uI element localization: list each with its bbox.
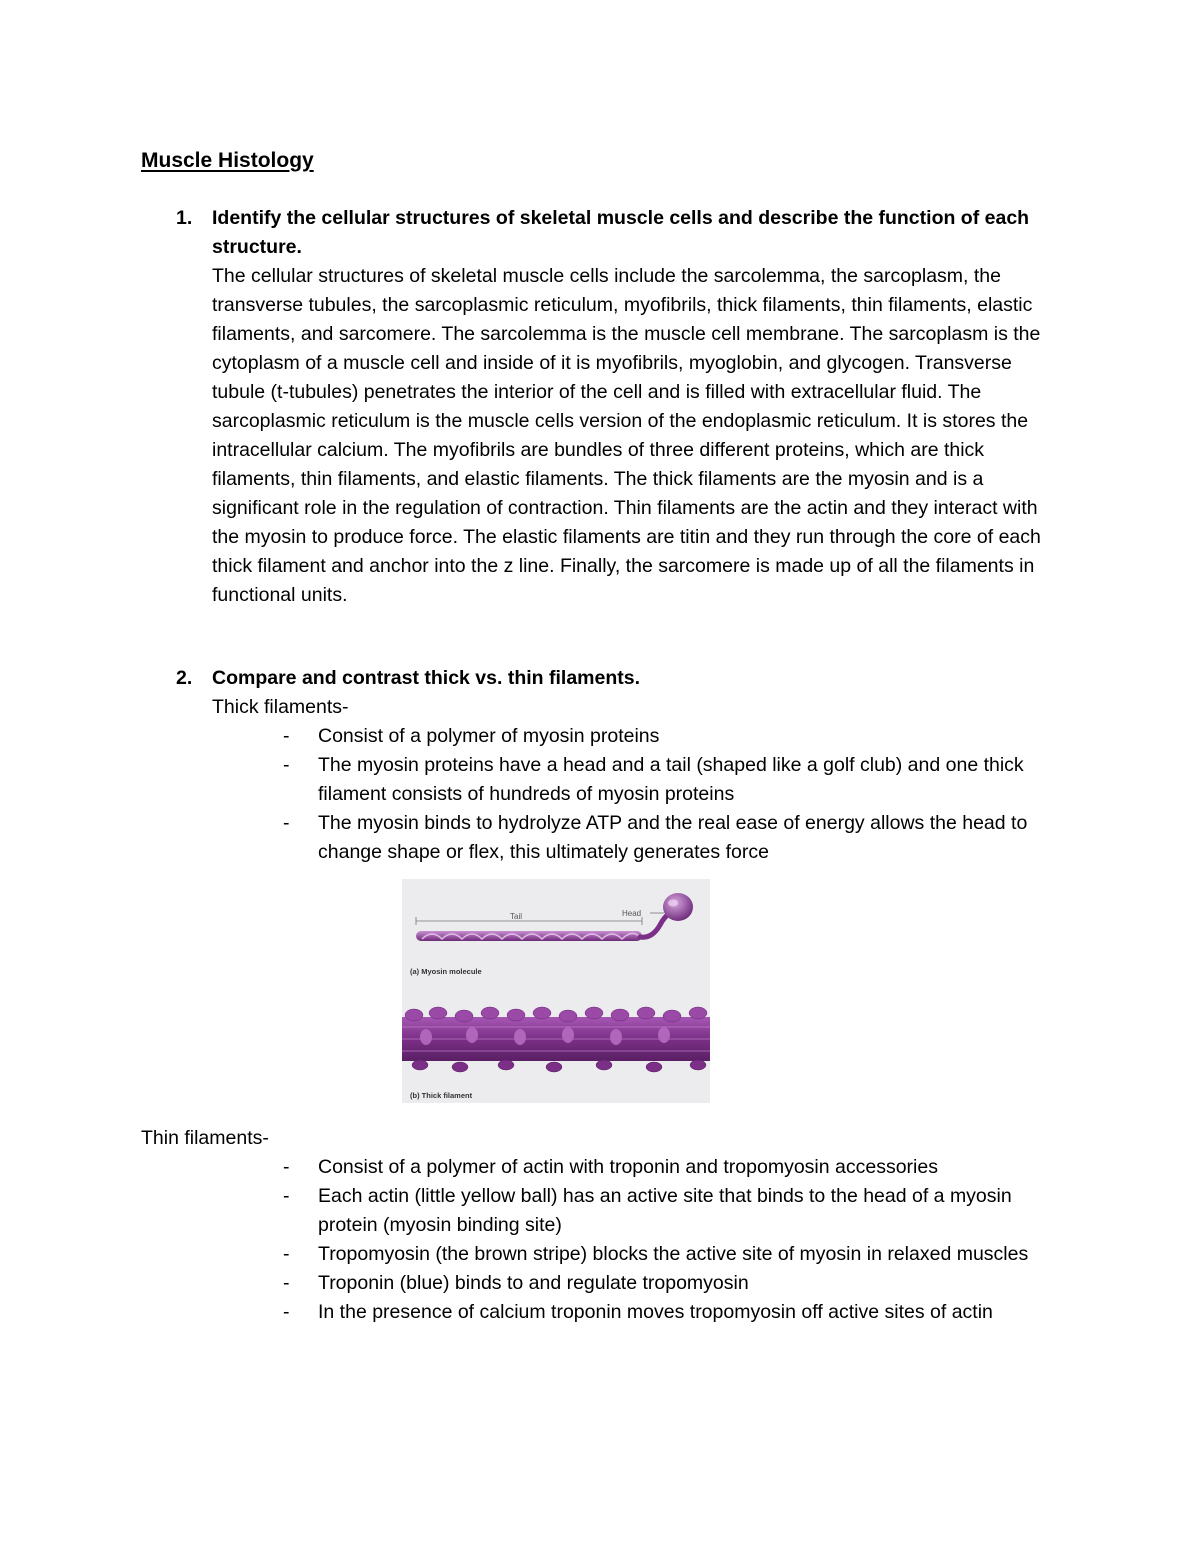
list-item bbox=[141, 1182, 1061, 1240]
bullet-dash: - bbox=[283, 1272, 290, 1294]
bullet-dash: - bbox=[283, 812, 290, 834]
thin-filaments-list-block bbox=[141, 1153, 1061, 1327]
caption-a: (a) Myosin molecule bbox=[410, 967, 482, 976]
page-title: Muscle Histology bbox=[141, 149, 314, 172]
question-text: Compare and contrast thick vs. thin filaments. bbox=[212, 667, 641, 689]
bullet-dash: - bbox=[283, 1185, 290, 1207]
bullet-dash: - bbox=[283, 1301, 290, 1323]
myosin-illustration bbox=[402, 879, 710, 1103]
myosin-head bbox=[663, 893, 693, 921]
thin-filaments-label: Thin filaments- bbox=[141, 1127, 269, 1149]
bullet-dash: - bbox=[283, 1243, 290, 1265]
tail-label: Tail bbox=[510, 912, 523, 921]
list-item-text: Each actin (little yellow ball) has an active site that binds to the head of a myosin protein (myosin binding site) bbox=[318, 1185, 1012, 1236]
question-1-block bbox=[141, 204, 1061, 610]
caption-b: (b) Thick filament bbox=[410, 1091, 473, 1100]
list-item bbox=[141, 1298, 1061, 1327]
thin-filaments-list bbox=[141, 1153, 1061, 1327]
bullet-dash: - bbox=[283, 754, 290, 776]
bullet-dash: - bbox=[283, 725, 290, 747]
list-item-text: Tropomyosin (the brown stripe) blocks the active site of myosin in relaxed muscles bbox=[318, 1243, 1029, 1265]
list-item bbox=[141, 1153, 1061, 1182]
myosin-figure bbox=[402, 879, 710, 1103]
thick-filaments-list bbox=[141, 722, 1061, 867]
list-item-text: Consist of a polymer of actin with troponin and tropomyosin accessories bbox=[318, 1156, 938, 1178]
thick-filament bbox=[402, 1007, 710, 1072]
thick-filaments-label: Thick filaments- bbox=[212, 696, 349, 718]
list-item bbox=[141, 751, 1061, 809]
list-item-text: Consist of a polymer of myosin proteins bbox=[318, 725, 660, 747]
question-number: 1. bbox=[176, 207, 193, 229]
list-item bbox=[141, 722, 1061, 751]
list-item-text: Troponin (blue) binds to and regulate tropomyosin bbox=[318, 1272, 749, 1294]
question-text: Identify the cellular structures of skeletal muscle cells and describe the function of each structure. bbox=[212, 207, 1030, 258]
answer-text: The cellular structures of skeletal muscle cells include the sarcolemma, the sarcoplasm, the transverse tubules, the sarcoplasmic reticulum, myofibrils, thick filaments, thin filaments, elastic filaments, and sarcomere. The sarcolemma is the muscle cell membrane. The sarcoplasm is the cytoplasm of a muscle cell and inside of it is myofibrils, myoglobin, and glycogen. Transverse tubule (t-tubules) penetrates the interior of the cell and is filled with extracellular fluid. The sarcoplasmic reticulum is the muscle cells version of the endoplasmic reticulum. It is stores the intracellular calcium. The myofibrils are bundles of three different proteins, which are thick filaments, thin filaments, and elastic filaments. The thick filaments are the myosin and is a significant role in the regulation of contraction. Thin filaments are the actin and they interact with the myosin to produce force. The elastic filaments are titin and they run through the core of each thick filament and anchor into the z line. Finally, the sarcomere is made up of all the filaments in functional units. bbox=[212, 265, 1041, 606]
list-item bbox=[141, 809, 1061, 867]
list-item-text: The myosin proteins have a head and a tail (shaped like a golf club) and one thick filament consists of hundreds of myosin proteins bbox=[318, 754, 1024, 805]
list-item-text: In the presence of calcium troponin moves tropomyosin off active sites of actin bbox=[318, 1301, 993, 1323]
question-2-block bbox=[141, 664, 1061, 867]
list-item bbox=[141, 1240, 1061, 1269]
list-item-text: The myosin binds to hydrolyze ATP and the real ease of energy allows the head to change shape or flex, this ultimately generates force bbox=[318, 812, 1028, 863]
head-label: Head bbox=[622, 909, 642, 918]
bullet-dash: - bbox=[283, 1156, 290, 1178]
question-number: 2. bbox=[176, 667, 193, 689]
list-item bbox=[141, 1269, 1061, 1298]
